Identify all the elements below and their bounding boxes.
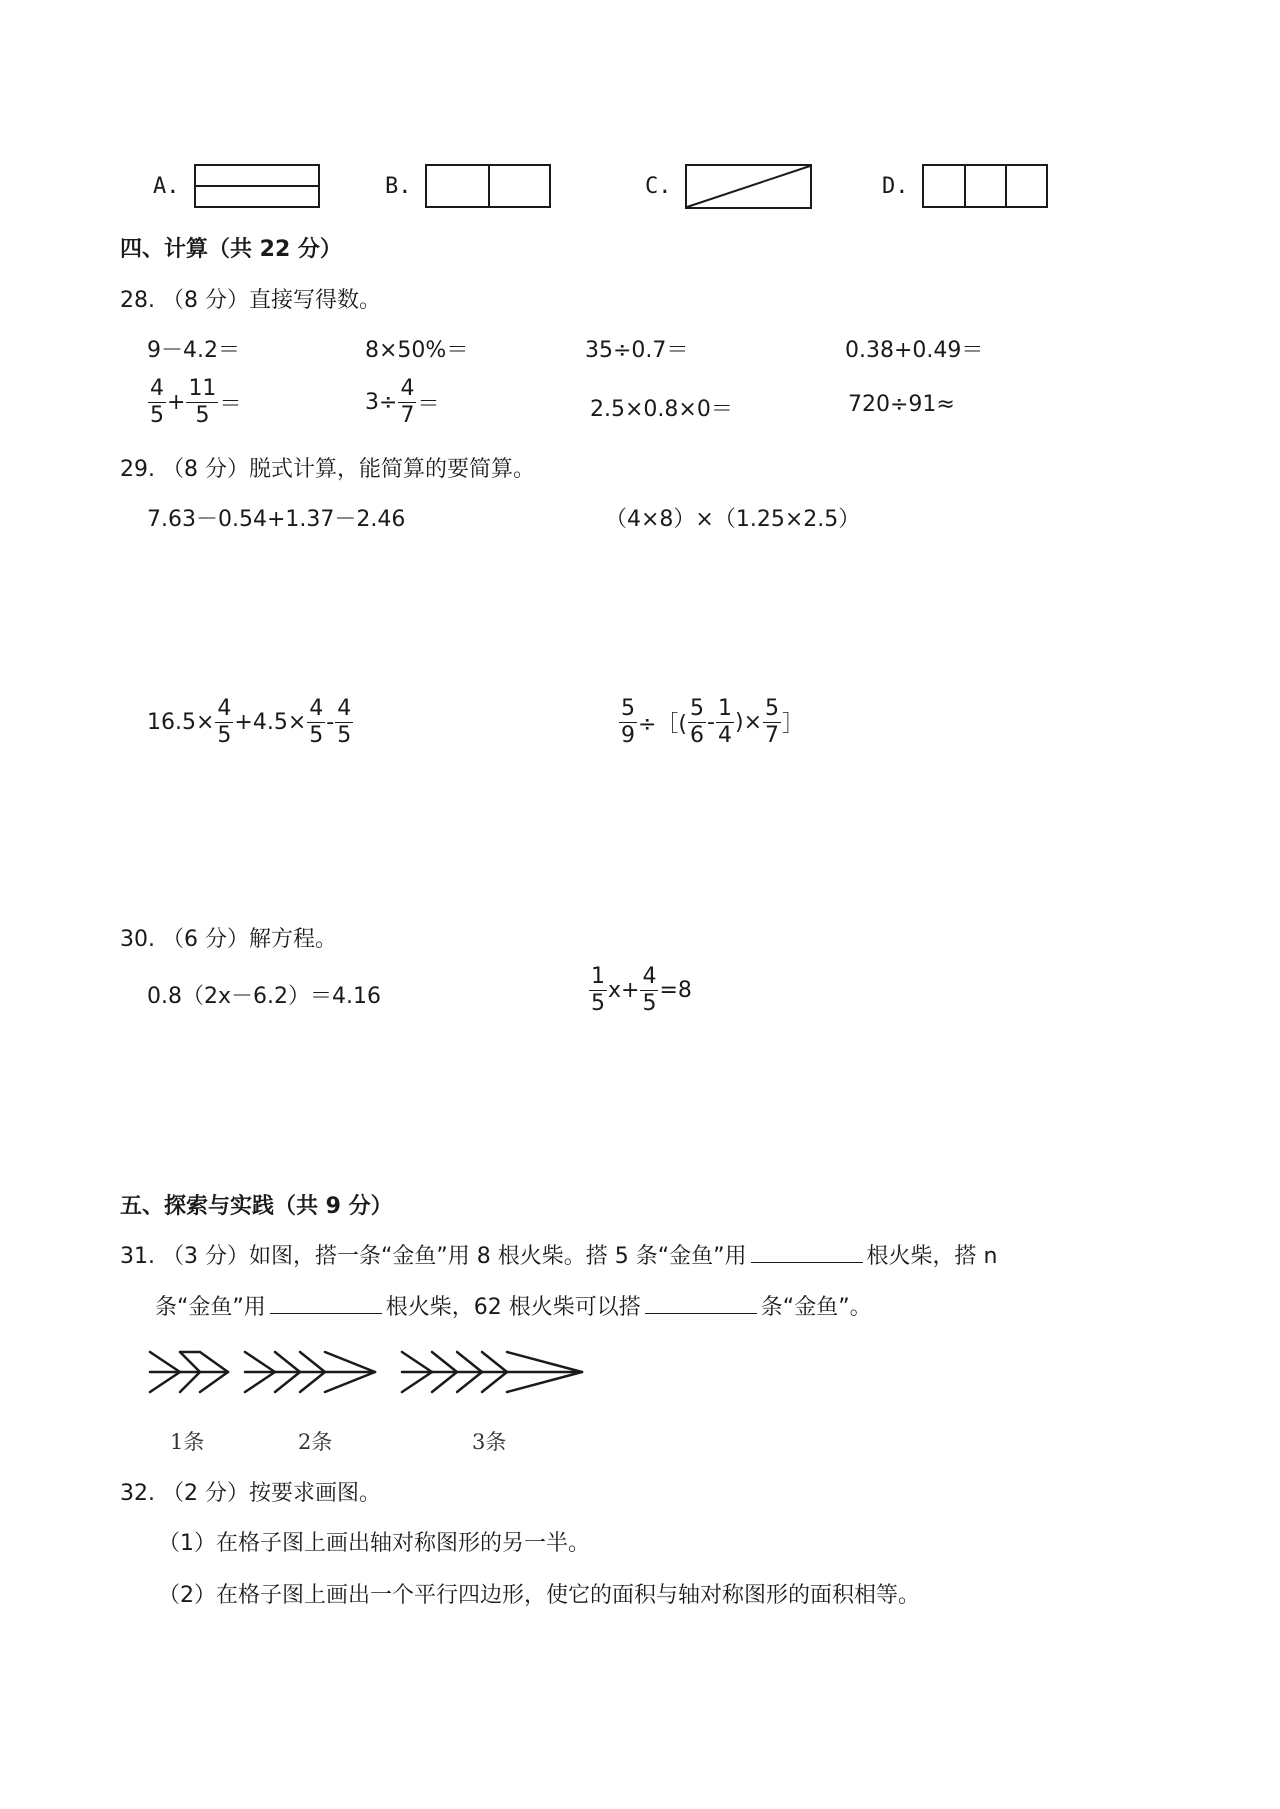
section-5-title: 五、探索与实践（共 9 分） [120,1194,393,1219]
fish1-tail-lower [150,1372,180,1392]
option-c-label: C. [645,174,672,199]
fish1-body-lower-left [180,1372,200,1392]
fish1-head-upper [200,1352,228,1372]
q31-blank-3[interactable] [645,1291,757,1314]
q30-stem: 30. （6 分）解方程。 [120,927,337,952]
q28-item-4: 0.38+0.49＝ [845,338,984,363]
option-c-rectangle [685,164,812,209]
q29-expr-3: 16.5× $\frac{4}{5}$ +4.5× $\frac{4}{5}$ - $\frac{4}{5}$ [147,696,352,748]
q31-blank-1[interactable] [751,1240,863,1263]
q30-equation-2: $\frac{1}{5}$ x+ $\frac{4}{5}$ =8 [591,964,692,1016]
fish-label-1: 1条 [170,1430,205,1454]
q28-item-7: 2.5×0.8×0＝ [590,397,733,422]
q28-item-5: $\frac{4}{5}$ + $\frac{11}{5}$ ＝ [150,376,242,428]
fish-label-3: 3条 [472,1430,507,1454]
option-b-label: B. [385,174,412,199]
q28-item-1: 9－4.2＝ [147,338,240,363]
q29-expr-2: （4×8）×（1.25×2.5） [605,507,861,532]
q28-item-3: 35÷0.7＝ [585,338,689,363]
q29-expr-1: 7.63－0.54+1.37－2.46 [147,507,406,532]
q28-stem: 28. （8 分）直接写得数。 [120,288,381,313]
q30-equation-1: 0.8（2x－6.2）＝4.16 [147,984,381,1009]
q31-text-2c: 条“金鱼”。 [760,1295,872,1320]
q29-expr-4: $\frac{5}{9}$ ÷［( $\frac{5}{6}$ - $\frac{1}{4}$ )× $\frac{5}{7}$ ］ [621,696,805,748]
q32-sub-2: （2）在格子图上画出一个平行四边形，使它的面积与轴对称图形的面积相等。 [158,1583,920,1608]
matchstick-goldfish-figure [140,1330,600,1400]
fish1-tail-upper [150,1352,180,1372]
fish1-head-lower [200,1372,228,1392]
q28-item-2: 8×50%＝ [365,338,469,363]
option-a-label: A. [153,174,180,199]
option-b-rectangle [425,164,551,208]
option-d-label: D. [882,174,909,199]
q29-stem: 29. （8 分）脱式计算，能简算的要简算。 [120,457,535,482]
option-a-rectangle [194,164,320,208]
q31-text-2a: 条“金鱼”用 [155,1295,266,1320]
q31-blank-2[interactable] [270,1291,382,1314]
fish-label-2: 2条 [298,1430,333,1454]
fish1-body-upper-left [180,1352,200,1372]
q31-line-2 [155,1290,872,1321]
q32-sub-1: （1）在格子图上画出轴对称图形的另一半。 [158,1531,590,1556]
q31-text-2b: 根火柴，62 根火柴可以搭 [385,1295,641,1320]
section-4-title: 四、计算（共 22 分） [120,237,342,262]
q31-text-1b: 根火柴，搭 n [866,1244,998,1269]
q31-line-1 [120,1239,997,1270]
q31-text-1a: 31. （3 分）如图，搭一条“金鱼”用 8 根火柴。搭 5 条“金鱼”用 [120,1244,747,1269]
q28-item-8: 720÷91≈ [848,392,955,417]
option-d-rectangle [922,164,1048,208]
q32-stem: 32. （2 分）按要求画图。 [120,1481,381,1506]
q28-item-6: 3÷ $\frac{4}{7}$ ＝ [365,376,440,428]
